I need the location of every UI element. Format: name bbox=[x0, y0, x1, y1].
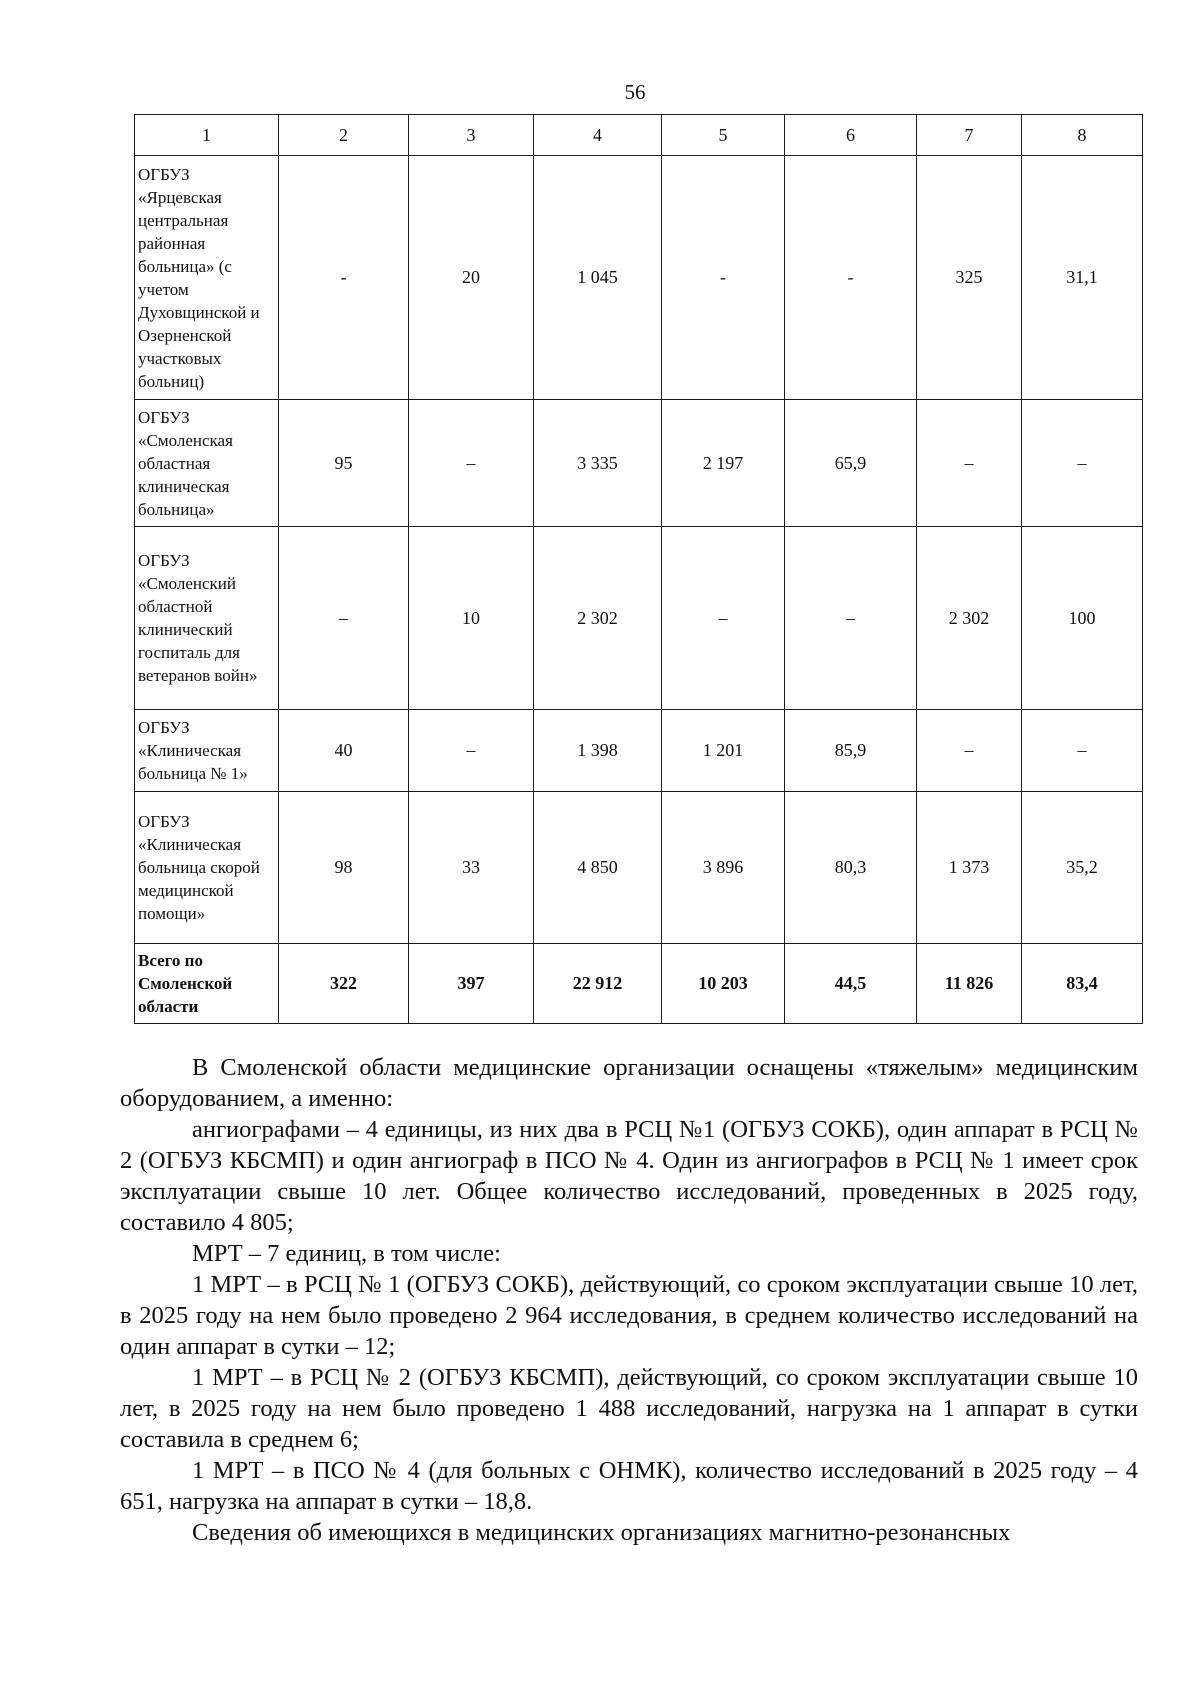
table-cell: 3 896 bbox=[662, 792, 785, 944]
header-cell: 7 bbox=[917, 115, 1022, 156]
organization-name: ОГБУЗ «Смоленский областной клинический госпиталь для ветеранов войн» bbox=[135, 527, 279, 710]
header-cell: 3 bbox=[409, 115, 534, 156]
table-header-row bbox=[135, 115, 1143, 156]
table-cell: 1 373 bbox=[917, 792, 1022, 944]
table-cell: - bbox=[662, 156, 785, 400]
table-cell: 20 bbox=[409, 156, 534, 400]
total-cell: 10 203 bbox=[662, 944, 785, 1024]
table-cell: 1 398 bbox=[534, 710, 662, 792]
table-cell: 1 201 bbox=[662, 710, 785, 792]
table-cell: – bbox=[409, 400, 534, 527]
table-cell: 2 302 bbox=[917, 527, 1022, 710]
table-cell: – bbox=[1022, 710, 1143, 792]
table-cell: - bbox=[785, 156, 917, 400]
table-cell: - bbox=[279, 156, 409, 400]
table-row bbox=[135, 156, 1143, 400]
page-number: 56 bbox=[624, 80, 646, 104]
table-cell: 1 045 bbox=[534, 156, 662, 400]
header-cell: 5 bbox=[662, 115, 785, 156]
table-cell: 35,2 bbox=[1022, 792, 1143, 944]
total-cell: 11 826 bbox=[917, 944, 1022, 1024]
total-cell: 397 bbox=[409, 944, 534, 1024]
table-cell: 40 bbox=[279, 710, 409, 792]
table-row bbox=[135, 792, 1143, 944]
organization-name: ОГБУЗ «Смоленская областная клиническая больница» bbox=[135, 400, 279, 527]
body-text bbox=[120, 1052, 1138, 1548]
paragraph: Сведения об имеющихся в медицинских организациях магнитно-резонансных bbox=[192, 1519, 1011, 1546]
total-cell: 22 912 bbox=[534, 944, 662, 1024]
table-cell: – bbox=[409, 710, 534, 792]
header-cell: 2 bbox=[279, 115, 409, 156]
paragraph: 1 МРТ – в РСЦ № 2 (ОГБУЗ КБСМП), действующий, со сроком эксплуатации свыше 10 лет, в 2025 году на нем было проведено 1 488 исследований, нагрузка на 1 аппарат в сутки составила в среднем 6; bbox=[120, 1364, 1138, 1453]
table-cell: – bbox=[662, 527, 785, 710]
table-row bbox=[135, 710, 1143, 792]
table-row bbox=[135, 400, 1143, 527]
paragraph: 1 МРТ – в РСЦ № 1 (ОГБУЗ СОКБ), действующий, со сроком эксплуатации свыше 10 лет, в 2025 году на нем было проведено 2 964 исследования, в среднем количество исследований на один аппарат в сутки – 12; bbox=[120, 1271, 1138, 1360]
paragraph: МРТ – 7 единиц, в том числе: bbox=[192, 1240, 501, 1267]
header-cell: 8 bbox=[1022, 115, 1143, 156]
paragraph: В Смоленской области медицинские организации оснащены «тяжелым» медицинским оборудованием, а именно: bbox=[120, 1054, 1138, 1112]
total-cell: 322 bbox=[279, 944, 409, 1024]
table-cell: 10 bbox=[409, 527, 534, 710]
table-cell: – bbox=[785, 527, 917, 710]
total-label: Всего по Смоленской области bbox=[135, 944, 279, 1024]
organization-name: ОГБУЗ «Ярцевская центральная районная больница» (с учетом Духовщинской и Озерненской участковых больниц) bbox=[135, 156, 279, 400]
paragraph: ангиографами – 4 единицы, из них два в РСЦ №1 (ОГБУЗ СОКБ), один аппарат в РСЦ № 2 (ОГБУЗ КБСМП) и один ангиограф в ПСО № 4. Один из ангиографов в РСЦ № 1 имеет срок эксплуатации свыше 10 лет. Общее количество исследований, проведенных в 2025 году, составило 4 805; bbox=[120, 1116, 1138, 1236]
table-cell: – bbox=[917, 400, 1022, 527]
total-cell: 44,5 bbox=[785, 944, 917, 1024]
table-cell: 98 bbox=[279, 792, 409, 944]
table-cell: 2 197 bbox=[662, 400, 785, 527]
organization-name: ОГБУЗ «Клиническая больница скорой медицинской помощи» bbox=[135, 792, 279, 944]
table-cell: 65,9 bbox=[785, 400, 917, 527]
table-cell: 85,9 bbox=[785, 710, 917, 792]
organization-name: ОГБУЗ «Клиническая больница № 1» bbox=[135, 710, 279, 792]
table-cell: 3 335 bbox=[534, 400, 662, 527]
table-row bbox=[135, 527, 1143, 710]
header-cell: 1 bbox=[135, 115, 279, 156]
paragraph: 1 МРТ – в ПСО № 4 (для больных с ОНМК), количество исследований в 2025 году – 4 651, нагрузка на аппарат в сутки – 18,8. bbox=[120, 1457, 1138, 1515]
data-table bbox=[134, 114, 1143, 1024]
table-cell: 2 302 bbox=[534, 527, 662, 710]
table-cell: 31,1 bbox=[1022, 156, 1143, 400]
header-cell: 4 bbox=[534, 115, 662, 156]
table-cell: 33 bbox=[409, 792, 534, 944]
total-cell: 83,4 bbox=[1022, 944, 1143, 1024]
table-cell: 325 bbox=[917, 156, 1022, 400]
table-cell: 100 bbox=[1022, 527, 1143, 710]
header-cell: 6 bbox=[785, 115, 917, 156]
table-total-row bbox=[135, 944, 1143, 1024]
table-cell: 4 850 bbox=[534, 792, 662, 944]
table-cell: 80,3 bbox=[785, 792, 917, 944]
table-cell: – bbox=[917, 710, 1022, 792]
table-cell: 95 bbox=[279, 400, 409, 527]
table-cell: – bbox=[279, 527, 409, 710]
table-cell: – bbox=[1022, 400, 1143, 527]
